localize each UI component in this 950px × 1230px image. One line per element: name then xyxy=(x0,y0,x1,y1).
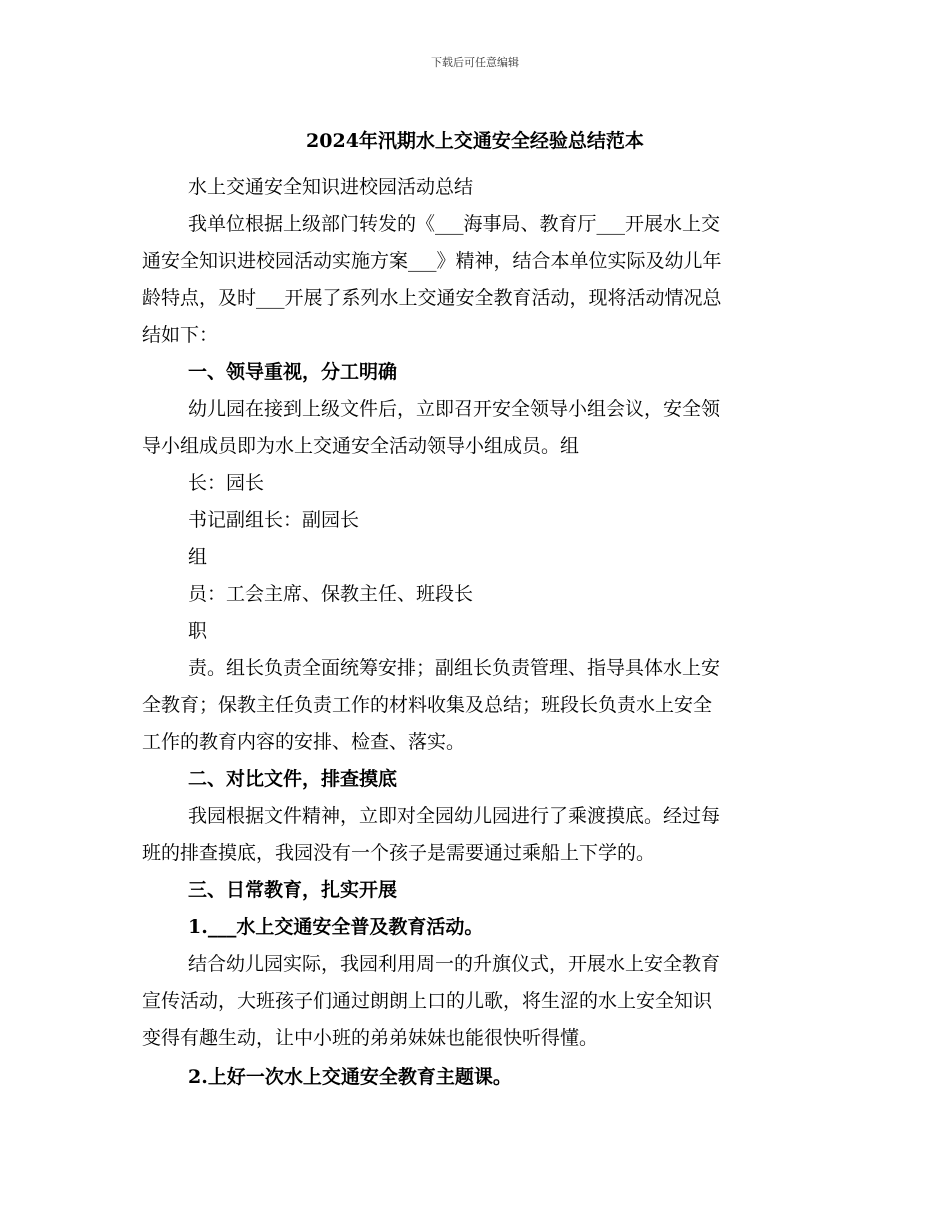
paragraph-line: 结如下： xyxy=(142,324,219,346)
paragraph-line: 组 xyxy=(188,546,208,568)
paragraph-line: 长：园长 xyxy=(188,472,265,494)
paragraph-line: 龄特点，及时___开展了系列水上交通安全教育活动，现将活动情况总 xyxy=(142,287,722,309)
paragraph-line: 变得有趣生动，让中小班的弟弟妹妹也能很快听得懂。 xyxy=(142,1027,599,1049)
paragraph-line: 幼儿园在接到上级文件后，立即召开安全领导小组会议，安全领 xyxy=(188,398,721,420)
paragraph-line: 宣传活动，大班孩子们通过朗朗上口的儿歌，将生涩的水上安全知识 xyxy=(142,990,713,1012)
paragraph-line: 员：工会主席、保教主任、班段长 xyxy=(188,583,474,605)
section-heading: 二、对比文件，排查摸底 xyxy=(188,768,398,790)
subtitle: 水上交通安全知识进校园活动总结 xyxy=(188,176,474,198)
paragraph-line: 职 xyxy=(188,620,208,642)
section-heading: 三、日常教育，扎实开展 xyxy=(188,879,398,901)
header-note: 下载后可任意编辑 xyxy=(431,56,519,69)
paragraph-line: 班的排查摸底，我园没有一个孩子是需要通过乘船上下学的。 xyxy=(142,842,656,864)
section-heading: 一、领导重视，分工明确 xyxy=(188,361,398,383)
paragraph-line: 全教育；保教主任负责工作的材料收集及总结；班段长负责水上安全 xyxy=(142,694,713,716)
document-title: 2024年汛期水上交通安全经验总结范本 xyxy=(306,130,644,152)
paragraph-line: 责。组长负责全面统筹安排；副组长负责管理、指导具体水上安 xyxy=(188,657,721,679)
paragraph-line: 通安全知识进校园活动实施方案___》精神，结合本单位实际及幼儿年 xyxy=(142,250,722,272)
subsection-heading: 1.___水上交通安全普及教育活动。 xyxy=(188,916,484,938)
paragraph-line: 我园根据文件精神，立即对全园幼儿园进行了乘渡摸底。经过每 xyxy=(188,805,721,827)
paragraph-line: 我单位根据上级部门转发的《___海事局、教育厅___开展水上交 xyxy=(188,213,721,235)
subsection-heading: 2.上好一次水上交通安全教育主题课。 xyxy=(188,1066,512,1088)
paragraph-line: 结合幼儿园实际，我园利用周一的升旗仪式，开展水上安全教育 xyxy=(188,953,721,975)
paragraph-line: 书记副组长：副园长 xyxy=(188,509,360,531)
paragraph-line: 工作的教育内容的安排、检查、落实。 xyxy=(142,731,466,753)
paragraph-line: 导小组成员即为水上交通安全活动领导小组成员。组 xyxy=(142,435,580,457)
